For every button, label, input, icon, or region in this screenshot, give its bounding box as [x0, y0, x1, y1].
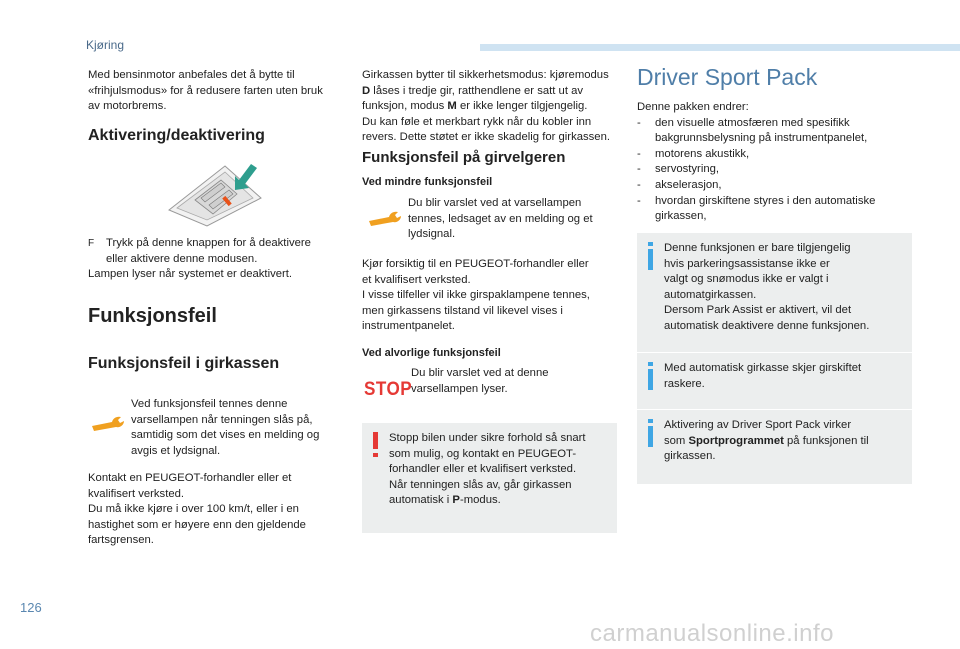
wrench-warning-icon: [367, 210, 403, 226]
list-item: - motorens akustikk,: [637, 147, 750, 160]
info-box-sport-program: Aktivering av Driver Sport Pack virker som Sportprogrammet på funksjonen til girkassen.: [637, 410, 912, 484]
gearbox-warning-text: Ved funksjonsfeil tennes denne varsellampen når tenningen slås på, samtidig som det vises en melding og avgis et lydsignal.: [131, 398, 320, 457]
info-icon: [648, 419, 653, 447]
list-item: - den visuelle atmosfæren med spesifikk: [637, 116, 850, 129]
drive-carefully-text: Kjør forsiktig til en PEUGEOT-forhandler eller et kvalifisert verksted. I visse tilfeller vil ikke girspaklampene tennes, men girkassens tilstand vil likevel vises i instrumentpanelet.: [362, 258, 590, 333]
changes-list: Denne pakken endrer: - den visuelle atmosfæren med spesifikk bakgrunnsbelysning på instrumentpanelet, - motorens akustikk, - servostyring, - akselerasjon, - hvordan girskiftene styres i den automatiske girkassen,: [637, 100, 907, 225]
page-number: 126: [20, 600, 42, 615]
serious-fault-text: Du blir varslet ved at denne varsellampen lyser.: [411, 367, 549, 395]
intro-text: Med bensinmotor anbefales det å bytte til «frihjulsmodus» for å redusere farten uten bruk av motorbrems.: [88, 69, 323, 113]
arrow-icon: [235, 164, 257, 190]
deactivate-instruction: F Trykk på denne knappen for å deaktivere eller aktivere denne modusen. Lampen lyser når systemet er deaktivert.: [88, 237, 311, 281]
serious-fault-heading: Ved alvorlige funksjonsfeil: [362, 347, 501, 359]
selector-faults-heading: Funksjonsfeil på girvelgeren: [362, 149, 566, 166]
info-icon: [648, 362, 653, 390]
info-box-gearshift: Med automatisk girkasse skjer girskiftet raskere.: [637, 353, 912, 409]
activation-heading: Aktivering/deaktivering: [88, 127, 265, 144]
info-icon: [648, 242, 653, 270]
list-item: - akselerasjon,: [637, 178, 722, 191]
safety-mode-text: Girkassen bytter til sikkerhetsmodus: kjøremodus D låses i tredje gir, ratthendlene er satt ut av funksjon, modus M er ikke lenger tilgjengelig. Du kan føle et merkbart rykk når du kobler inn revers. Dette støtet er ikke skadelig for girkassen.: [362, 69, 610, 144]
header-bar: [480, 44, 960, 51]
list-item: - servostyring,: [637, 163, 720, 176]
step-marker: F: [88, 238, 95, 249]
faults-heading: Funksjonsfeil: [88, 305, 217, 327]
driver-sport-pack-title: Driver Sport Pack: [637, 64, 818, 90]
minor-fault-text: Du blir varslet ved at varsellampen tennes, ledsaget av en melding og et lydsignal.: [408, 197, 593, 241]
watermark: carmanualsonline.info: [590, 620, 834, 647]
list-item: girkassen,: [655, 210, 707, 223]
exclamation-icon: [373, 432, 378, 457]
info-box-availability: Denne funksjonen er bare tilgjengelig hvis parkeringsassistanse ikke er valgt og snømodus ikke er valgt i automatgirkassen. Dersom Park Assist er aktivert, vil det automatisk deaktivere denne funksjonen.: [637, 233, 912, 352]
list-item: bakgrunnsbelysning på instrumentpanelet,: [655, 132, 868, 145]
contact-text: Kontakt en PEUGEOT-forhandler eller et kvalifisert verksted. Du må ikke kjøre i over 100 km/t, eller i en hastighet som er høyere enn den gjeldende fartsgrensen.: [88, 472, 306, 547]
list-item: - hvordan girskiftene styres i den automatiske: [637, 194, 876, 207]
minor-fault-heading: Ved mindre funksjonsfeil: [362, 176, 493, 188]
wrench-warning-icon: [90, 415, 126, 431]
mode-button-illustration: [165, 158, 265, 228]
gearbox-faults-heading: Funksjonsfeil i girkassen: [88, 355, 280, 372]
stop-warning-icon: STOP: [364, 379, 413, 400]
section-label: Kjøring: [86, 38, 125, 52]
stop-warning-box: Stopp bilen under sikre forhold så snart som mulig, og kontakt en PEUGEOT- forhandler eller et kvalifisert verksted. Når tenningen slås av, går girkassen automatisk i P-modus.: [362, 423, 617, 533]
